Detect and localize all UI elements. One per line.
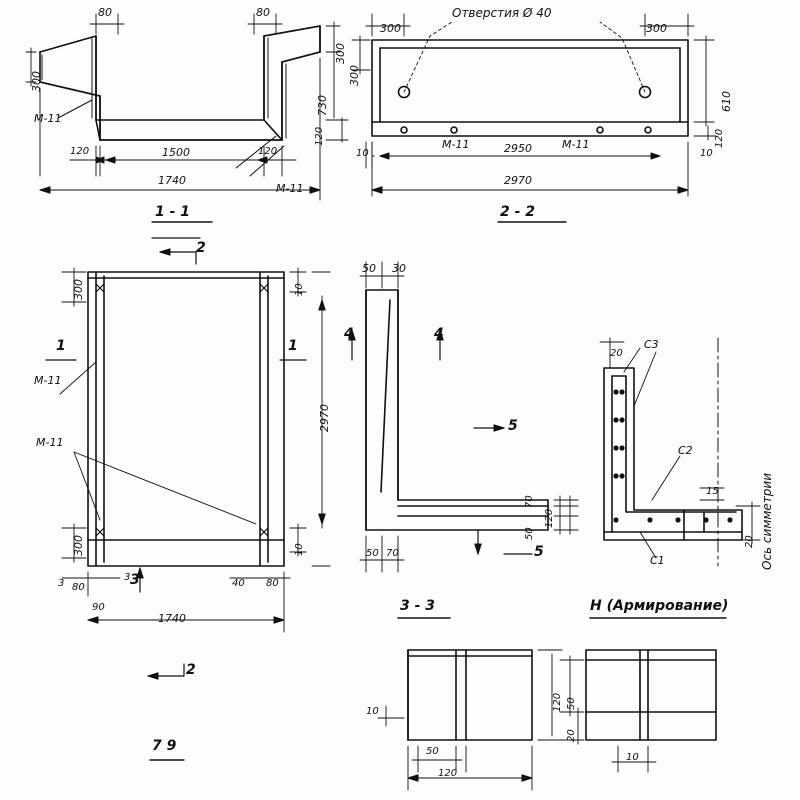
dim-detail-right-10: 10: [626, 752, 639, 763]
section-arrow-5-down: 5: [534, 544, 544, 560]
dim-arm-20-right: 20: [744, 535, 755, 548]
view-title-reinforcement: Н (Армирование): [590, 598, 729, 614]
dim-3-3-top-30: 30: [392, 262, 406, 275]
label-c2: С2: [678, 444, 693, 457]
label-symmetry-axis: Ось симметрии: [760, 472, 774, 570]
view-title-3-3: 3 - 3: [400, 598, 436, 614]
mark-plan-left: М-11: [34, 374, 62, 387]
mark-1-1-left: М-11: [34, 112, 62, 125]
dim-3-3-120: 120: [544, 508, 555, 528]
dim-detail-right-50: 50: [566, 697, 577, 710]
dim-2-2-120: 120: [714, 128, 725, 148]
dim-plan-3a: 3: [58, 578, 65, 589]
dim-1-1-top-left: 80: [98, 6, 112, 19]
dim-1-1-top-right: 80: [256, 6, 270, 19]
section-arrow-5-up: 5: [508, 418, 518, 434]
dim-plan-40: 40: [232, 578, 245, 589]
dim-plan-80a: 80: [72, 582, 85, 593]
section-arrow-1-right: 1: [288, 338, 298, 354]
dim-3-3-bottom-50: 50: [366, 548, 379, 559]
dim-plan-top-10: 10: [294, 283, 305, 296]
view-title-plan: 7 9: [152, 738, 177, 754]
dim-arm-20-top: 20: [610, 348, 623, 359]
dim-1-1-1500: 1500: [162, 146, 190, 159]
dim-plan-top-300: 300: [72, 279, 85, 300]
dim-1-1-bottom-left-120: 120: [70, 146, 90, 157]
dim-2-2-left-300: 300: [380, 22, 401, 35]
dim-2-2-610: 610: [720, 91, 733, 112]
dim-1-1-1740: 1740: [158, 174, 186, 187]
dim-detail-left-120: 120: [438, 768, 458, 779]
dim-plan-bottom-300: 300: [72, 535, 85, 556]
dim-3-3-top-50: 50: [362, 262, 376, 275]
mark-plan-mid: М-11: [36, 436, 64, 449]
dim-detail-left-10: 10: [366, 706, 379, 717]
section-arrow-2-top: 2: [196, 240, 206, 256]
dim-3-3-50: 50: [524, 527, 535, 540]
dim-2-2-right-300: 300: [646, 22, 667, 35]
dim-1-1-left-height: 300: [30, 71, 43, 92]
dim-plan-1740: 1740: [158, 612, 186, 625]
mark-2-2-left: М-11: [442, 138, 470, 151]
view-title-1-1: 1 - 1: [155, 204, 191, 220]
section-arrow-1-left: 1: [56, 338, 66, 354]
dim-1-1-right-730: 730: [316, 95, 329, 116]
mark-2-2-right: М-11: [562, 138, 590, 151]
dim-detail-left-50: 50: [426, 746, 439, 757]
dim-3-3-bottom-70: 70: [386, 548, 399, 559]
dim-plan-bottom-10: 10: [294, 543, 305, 556]
section-arrow-3: 3: [130, 572, 140, 588]
section-arrow-4-right: 4: [434, 326, 444, 342]
section-arrow-4-left: 4: [344, 326, 354, 342]
mark-1-1-right: М-11: [276, 182, 304, 195]
dim-2-2-left-10: 10: [356, 148, 369, 159]
dim-2-2-300v: 300: [348, 65, 361, 86]
dim-detail-left-120v: 120: [552, 692, 563, 712]
dim-1-1-bottom-right-120: 120: [258, 146, 278, 157]
dim-2-2-right-10: 10: [700, 148, 713, 159]
dim-plan-90: 90: [92, 602, 105, 613]
view-title-2-2: 2 - 2: [500, 204, 536, 220]
dim-plan-80b: 80: [266, 578, 279, 589]
label-c3: С3: [644, 338, 659, 351]
dim-1-1-right-300: 300: [334, 43, 347, 64]
dim-3-3-70: 70: [524, 495, 535, 508]
dim-plan-2970: 2970: [318, 404, 331, 432]
dim-arm-15: 15: [706, 486, 719, 497]
callout-holes: Отверстия Ø 40: [452, 6, 552, 20]
dim-plan-3b: 3: [124, 572, 131, 583]
dim-1-1-right-120: 120: [314, 126, 325, 146]
dim-2-2-2950: 2950: [504, 142, 532, 155]
section-arrow-2-bottom: 2: [186, 662, 196, 678]
dim-detail-right-20: 20: [566, 729, 577, 742]
label-c1: С1: [650, 554, 665, 567]
dim-2-2-2970: 2970: [504, 174, 532, 187]
